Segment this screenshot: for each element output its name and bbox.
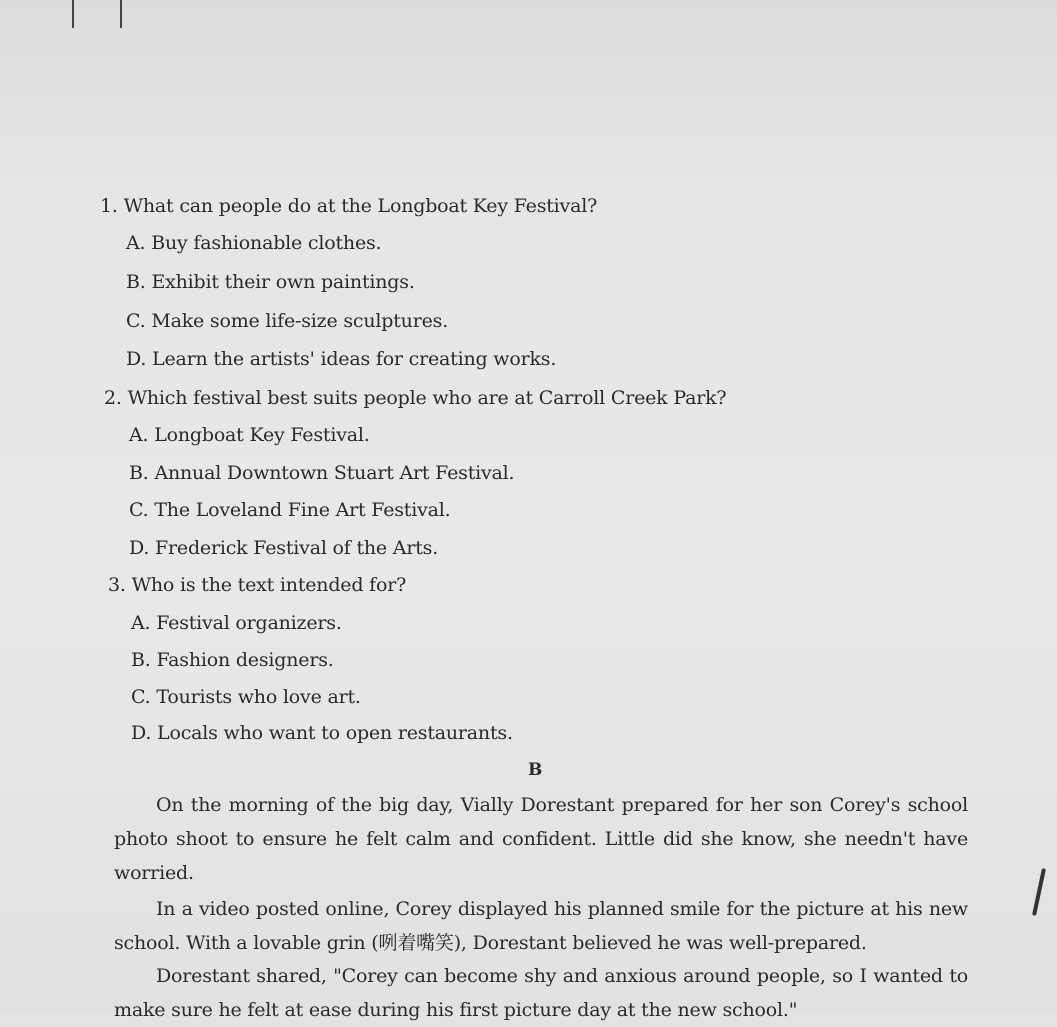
passage-paragraph-3: Dorestant shared, "Corey can become shy and anxious around people, so I wanted to make sure he felt at ease during his first picture day at the new school.": [114, 965, 968, 1021]
question-2-option-a: A. Longboat Key Festival.: [129, 424, 370, 446]
question-2-option-d: D. Frederick Festival of the Arts.: [129, 537, 439, 559]
question-3-stem: 3. Who is the text intended for?: [108, 574, 407, 596]
section-heading: B: [528, 760, 543, 780]
passage-paragraph-1: On the morning of the big day, Vially Dorestant prepared for her son Corey's school photo shoot to ensure he felt calm and confident. Little did she know, she needn't have worried.: [114, 794, 968, 884]
question-1-option-b: B. Exhibit their own paintings.: [126, 271, 415, 293]
question-1-option-d: D. Learn the artists' ideas for creating works.: [126, 348, 557, 370]
question-3-option-c: C. Tourists who love art.: [131, 686, 361, 708]
binding-mark-left: [72, 0, 74, 28]
question-3-option-b: B. Fashion designers.: [131, 649, 334, 671]
binding-mark-right: [120, 0, 122, 28]
question-3-option-a: A. Festival organizers.: [131, 612, 342, 634]
passage-paragraph-2: In a video posted online, Corey displayed his planned smile for the picture at his new school. With a lovable grin (咧着嘴笑), Dorestant believed he was well-prepared.: [114, 898, 968, 954]
question-2-stem: 2. Which festival best suits people who are at Carroll Creek Park?: [104, 387, 727, 409]
question-1-option-c: C. Make some life-size sculptures.: [126, 310, 449, 332]
pen-mark: [1032, 868, 1046, 916]
question-2-option-c: C. The Loveland Fine Art Festival.: [129, 499, 451, 521]
question-1-option-a: A. Buy fashionable clothes.: [126, 232, 382, 254]
question-1-stem: 1. What can people do at the Longboat Key Festival?: [100, 195, 598, 217]
question-3-option-d: D. Locals who want to open restaurants.: [131, 722, 513, 744]
question-2-option-b: B. Annual Downtown Stuart Art Festival.: [129, 462, 515, 484]
